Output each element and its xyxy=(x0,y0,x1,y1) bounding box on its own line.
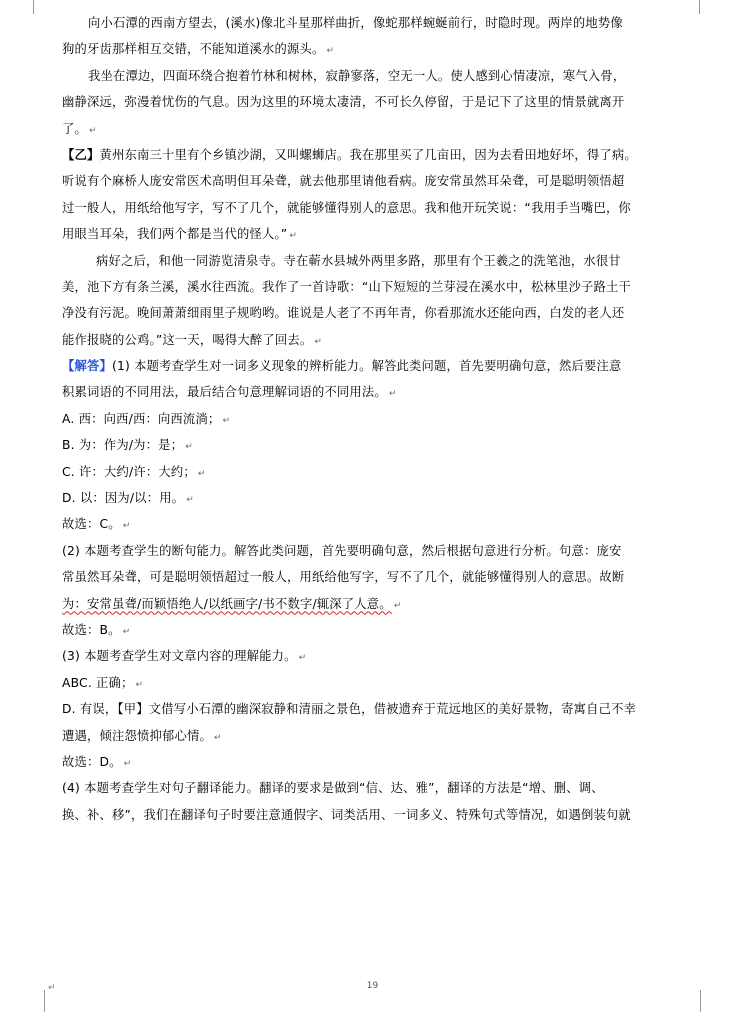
page-corner-mark xyxy=(700,990,715,1012)
text-line: C. 许：大约/许：大约； ↵ xyxy=(62,464,206,479)
text-line: 我坐在潭边，四面环绕合抱着竹林和树林，寂静寥落，空无一人。使人感到心情凄凉，寒气入骨， xyxy=(88,68,626,83)
text-line: 【解答】(1) 本题考查学生对一词多义现象的辨析能力。解答此类问题，首先要明确句意，然后要注意 xyxy=(62,359,622,374)
page-corner-mark xyxy=(44,990,59,1012)
answer-tag: 【解答】 xyxy=(62,359,112,374)
document-body xyxy=(62,10,698,828)
text-line: 能作报晓的公鸡。”这一天，喝得大醉了回去。 ↵ xyxy=(62,332,323,347)
text-line: (3) 本题考查学生对文章内容的理解能力。 ↵ xyxy=(62,649,307,664)
text-line: 故选：D。 ↵ xyxy=(62,754,132,769)
text-line: ABC. 正确； ↵ xyxy=(62,675,144,690)
text-line: D. 有误，【甲】文借写小石潭的幽深寂静和清丽之景色，借被遗弃于荒远地区的美好景物，寄寓自己不幸 xyxy=(62,702,637,717)
page-corner-mark xyxy=(33,0,48,14)
page-number: 19 xyxy=(366,981,379,991)
text-line: (2) 本题考查学生的断句能力。解答此类问题，首先要明确句意，然后根据句意进行分析。句意：庞安 xyxy=(62,543,622,558)
section-tag: 【乙】 xyxy=(62,147,100,162)
text-line: 病好之后，和他一同游览清泉寺。寺在蕲水县城外两里多路，那里有个王羲之的洗笔池，水很甘 xyxy=(96,253,621,268)
text-line: 幽静深远，弥漫着忧伤的气息。因为这里的环境太凄清，不可长久停留，于是记下了这里的情景就离开 xyxy=(62,95,625,110)
text-line: 【乙】黄州东南三十里有个乡镇沙湖，又叫螺蛳店。我在那里买了几亩田，因为去看田地好坏，得了病。 xyxy=(62,147,637,162)
text-line: 了。 ↵ xyxy=(62,121,97,136)
text-line: 换、补、移”，我们在翻译句子时要注意通假字、词类活用、一词多义、特殊句式等情况，如遇倒装句就 xyxy=(62,807,631,822)
text-line: 过一般人，用纸给他写字，写不了几个，就能够懂得别人的意思。我和他开玩笑说：“我用手当嘴巴，你 xyxy=(62,200,631,215)
text-line: 向小石潭的西南方望去，(溪水)像北斗星那样曲折，像蛇那样蜿蜒前行，时隐时现。两岸的地势像 xyxy=(88,16,623,30)
text-line: 积累词语的不同用法，最后结合句意理解词语的不同用法。 ↵ xyxy=(62,385,397,400)
text-line: D. 以：因为/以：用。 ↵ xyxy=(62,491,194,506)
text-line: 用眼当耳朵，我们两个都是当代的怪人。” ↵ xyxy=(62,227,298,242)
text-line: B. 为：作为/为：是； ↵ xyxy=(62,438,193,453)
text-line: 为：安常虽聋/而颖悟绝人/以纸画字/书不数字/辄深了人意。 ↵ xyxy=(62,596,402,611)
text-line: 常虽然耳朵聋，可是聪明领悟超过一般人，用纸给他写字，写不了几个，就能够懂得别人的意思。故断 xyxy=(62,570,625,585)
page-corner-mark xyxy=(699,0,714,14)
text-line: 狗的牙齿那样相互交错，不能知道溪水的源头。 ↵ xyxy=(62,42,335,57)
footer-paragraph-mark: ↵ xyxy=(48,983,56,993)
text-line: 听说有个麻桥人庞安常医术高明但耳朵聋，就去他那里请他看病。庞安常虽然耳朵聋，可是聪明领悟超 xyxy=(62,174,625,189)
text-line: A. 西：向西/西：向西流淌； ↵ xyxy=(62,411,231,426)
text-line: 净没有污泥。晚间萧萧细雨里子规哟哟。谁说是人老了不再年青，你看那流水还能向西，白发的老人还 xyxy=(62,306,625,321)
text-line: 故选：C。 ↵ xyxy=(62,517,131,532)
text-line: 美，池下方有条兰溪，溪水往西流。我作了一首诗歌：“山下短短的兰芽浸在溪水中，松林里沙子路土干 xyxy=(62,279,631,294)
text-line: (4) 本题考查学生对句子翻译能力。翻译的要求是做到“信、达、雅”，翻译的方法是“增、删、调、 xyxy=(62,781,604,796)
text-line: 故选：B。 ↵ xyxy=(62,622,131,637)
text-line: 遭遇，倾注怨愤抑郁心情。 ↵ xyxy=(62,728,222,743)
